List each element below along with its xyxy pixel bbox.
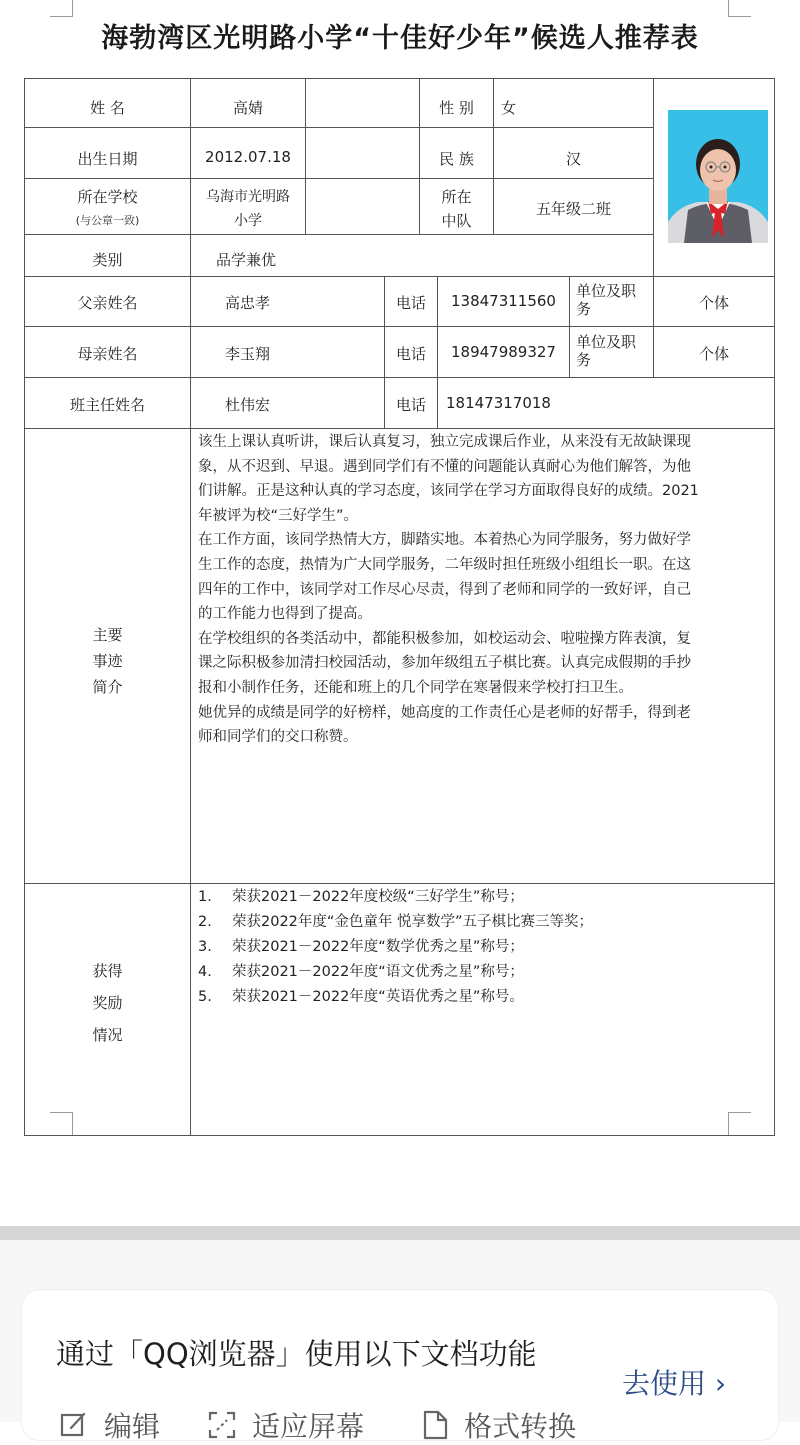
- table-cell: [305, 127, 420, 179]
- table-cell: [305, 178, 420, 235]
- deeds-line: 生工作的态度，热情为广大同学服务，二年级时担任班级小组组长一职。在这: [198, 556, 691, 573]
- list-item: [198, 960, 770, 985]
- deeds-label-line: 事迹: [92, 652, 123, 670]
- teacher-phone: 18147317018: [446, 394, 551, 412]
- award-number: 5.: [198, 989, 212, 1005]
- birth-value: 2012.07.18: [205, 148, 291, 166]
- teacher-phone-label: 电话: [395, 396, 426, 414]
- table-cell: [493, 78, 654, 128]
- award-text: 荣获2021－2022年度校级“三好学生”称号；: [232, 889, 524, 905]
- deeds-line: 们讲解。正是这种认真的学习态度，该同学在学习方面取得良好的成绩。2021: [198, 483, 699, 500]
- award-text: 荣获2021－2022年度“语文优秀之星”称号；: [232, 964, 524, 980]
- teacher-value: 杜伟宏: [224, 396, 270, 414]
- edit-icon: [58, 1409, 90, 1441]
- award-number: 3.: [198, 939, 212, 955]
- father-value: 高忠孝: [224, 294, 270, 312]
- category-value: 品学兼优: [216, 251, 277, 269]
- mother-label: 母亲姓名: [77, 345, 138, 363]
- squad-value: 五年级二班: [535, 200, 611, 218]
- father-unit: 个体: [698, 294, 729, 312]
- deeds-line: 四年的工作中，该同学对工作尽心尽责，得到了老师和同学的一致好评，自己: [198, 581, 691, 598]
- go-use-button[interactable]: 去使用 ›: [622, 1367, 727, 1400]
- deeds-line: 课之际积极参加清扫校园活动，参加年级组五子棋比赛。认真完成假期的手抄: [198, 655, 691, 672]
- list-item: [198, 985, 770, 1010]
- gender-label: 性 别: [439, 99, 474, 117]
- deeds-label-line: 简介: [92, 678, 123, 696]
- father-unit-label-line2: 务: [576, 300, 592, 318]
- name-label: 姓 名: [90, 99, 125, 117]
- candidate-photo: [668, 110, 768, 243]
- awards-label-line: 奖励: [92, 994, 123, 1012]
- list-item: [198, 910, 770, 935]
- school-label: 所在学校: [77, 188, 138, 206]
- feature-label: 格式转换: [464, 1410, 577, 1443]
- deeds-line: 她优异的成绩是同学的好榜样，她高度的工作责任心是老师的好帮手，得到老: [198, 704, 691, 721]
- promo-title: 通过「QQ浏览器」使用以下文档功能: [56, 1337, 537, 1371]
- birth-label: 出生日期: [77, 150, 138, 168]
- father-unit-label-line1: 单位及职: [576, 282, 637, 300]
- category-label: 类别: [92, 251, 123, 269]
- school-value-line2: 小学: [234, 213, 262, 229]
- awards-label-line: 获得: [92, 962, 123, 980]
- mother-unit-label-line1: 单位及职: [576, 333, 637, 351]
- mother-phone-label: 电话: [395, 345, 426, 363]
- page-title: 海勃湾区光明路小学“十佳好少年”候选人推荐表: [101, 23, 699, 54]
- list-item: [198, 885, 770, 910]
- mother-unit-label-line2: 务: [576, 351, 592, 369]
- deeds-line: 报和小制作任务，还能和班上的几个同学在寒暑假来学校打扫卫生。: [198, 679, 633, 696]
- section-divider: [0, 1226, 800, 1240]
- award-text: 荣获2022年度“金色童年 悦享数学”五子棋比赛三等奖；: [232, 914, 594, 930]
- file-icon: [420, 1409, 450, 1441]
- school-note: (与公章一致): [75, 214, 140, 227]
- edit-feature-button[interactable]: [58, 1405, 160, 1445]
- qq-browser-promo-card: [22, 1290, 778, 1443]
- teacher-label: 班主任姓名: [69, 396, 145, 414]
- student-portrait-image: [668, 110, 768, 243]
- table-cell: [305, 78, 420, 128]
- ethnic-value: 汉: [565, 150, 581, 168]
- fit-screen-icon: [206, 1409, 238, 1441]
- gender-value: 女: [501, 99, 517, 117]
- squad-label-line2: 中队: [441, 212, 472, 230]
- award-number: 2.: [198, 914, 212, 930]
- name-value: 高婧: [232, 99, 263, 117]
- mother-unit: 个体: [698, 345, 729, 363]
- fit-screen-feature-button[interactable]: [206, 1405, 364, 1445]
- award-text: 荣获2021－2022年度“数学优秀之星”称号；: [232, 939, 524, 955]
- father-label: 父亲姓名: [77, 294, 138, 312]
- father-phone: 13847311560: [451, 292, 556, 310]
- awards-label-line: 情况: [92, 1026, 123, 1044]
- feature-label: 适应屏幕: [252, 1410, 365, 1443]
- deeds-line: 师和同学们的交口称赞。: [198, 729, 358, 746]
- format-convert-feature-button[interactable]: [420, 1405, 576, 1445]
- deeds-line: 在工作方面，该同学热情大方，脚踏实地。本着热心为同学服务，努力做好学: [198, 532, 691, 549]
- school-value-line1: 乌海市光明路: [206, 189, 290, 205]
- list-item: [198, 935, 770, 960]
- deeds-line: 的工作能力也得到了提高。: [198, 606, 372, 623]
- deeds-line: 年被评为校“三好学生”。: [198, 507, 359, 524]
- award-number: 4.: [198, 964, 212, 980]
- father-phone-label: 电话: [395, 294, 426, 312]
- browser-promo-area: [0, 1240, 800, 1443]
- awards-label: [24, 955, 191, 1051]
- deeds-paragraph: [198, 430, 770, 750]
- deeds-line: 在学校组织的各类活动中，都能积极参加，如校运动会、啦啦操方阵表演，复: [198, 630, 691, 647]
- award-text: 荣获2021－2022年度“英语优秀之星”称号。: [232, 989, 524, 1005]
- mother-phone: 18947989327: [451, 343, 556, 361]
- awards-list: [198, 885, 770, 1010]
- mother-value: 李玉翔: [224, 345, 270, 363]
- deeds-label-line: 主要: [92, 626, 123, 644]
- deeds-line: 该生上课认真听讲，课后认真复习，独立完成课后作业，从来没有无故缺课现: [198, 434, 691, 450]
- deeds-label: [24, 622, 191, 700]
- ethnic-label: 民 族: [439, 150, 474, 168]
- deeds-line: 象，从不迟到、早退。遇到同学们有不懂的问题能认真耐心为他们解答，为他: [198, 458, 691, 475]
- squad-label-line1: 所在: [441, 188, 472, 206]
- award-number: 1.: [198, 889, 212, 905]
- feature-label: 编辑: [104, 1410, 161, 1443]
